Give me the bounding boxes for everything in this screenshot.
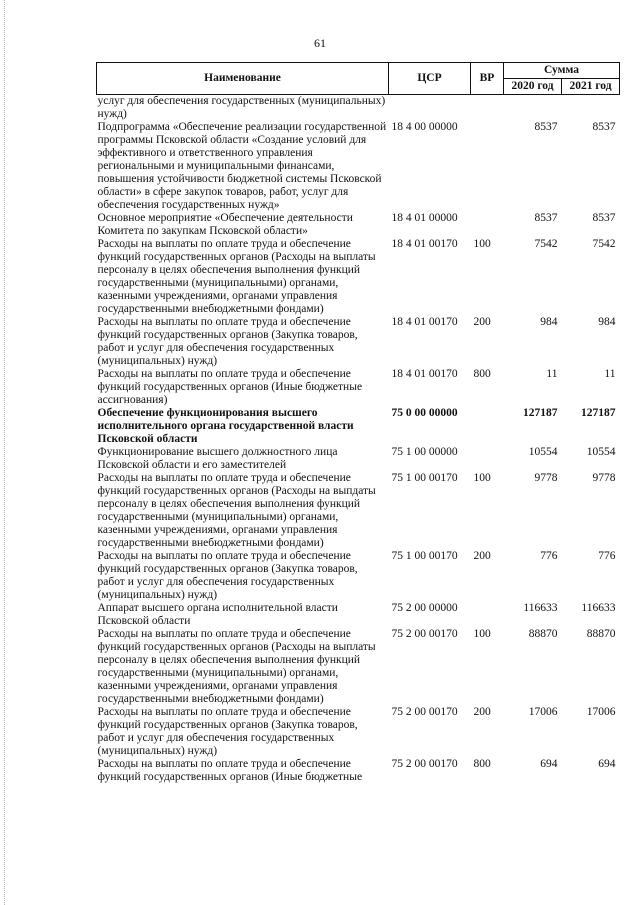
cell-name: Расходы на выплаты по оплате труда и обеспечение функций государственных органов (Закупка товаров, работ и услуг для обеспечения государственных (муниципальных) нужд) bbox=[97, 316, 358, 367]
cell-vr: 200 bbox=[473, 550, 491, 562]
table-row bbox=[97, 121, 620, 212]
cell-amount-2020: 8537 bbox=[534, 121, 558, 133]
cell-amount-2020: 694 bbox=[540, 758, 558, 770]
cell-vr: 100 bbox=[473, 628, 491, 640]
cell-vr: 100 bbox=[473, 238, 491, 250]
column-header-csr: ЦСР bbox=[389, 63, 471, 95]
table-row bbox=[97, 602, 620, 628]
cell-amount-2021: 116633 bbox=[581, 602, 616, 614]
table-header bbox=[97, 63, 620, 95]
cell-amount-2020: 10554 bbox=[528, 446, 558, 458]
cell-csr: 75 1 00 00170 bbox=[391, 472, 458, 484]
table-row bbox=[97, 316, 620, 368]
table-row bbox=[97, 95, 620, 122]
cell-vr: 100 bbox=[473, 472, 491, 484]
cell-vr bbox=[471, 212, 504, 238]
cell-amount-2021: 127187 bbox=[581, 407, 616, 419]
cell-amount-2020: 9778 bbox=[534, 472, 558, 484]
cell-amount-2021: 11 bbox=[604, 368, 616, 380]
cell-amount-2021: 10554 bbox=[586, 446, 616, 458]
cell-csr: 75 0 00 00000 bbox=[391, 407, 458, 419]
cell-amount-2020: 11 bbox=[546, 368, 558, 380]
cell-amount-2020: 116633 bbox=[523, 602, 558, 614]
table-row bbox=[97, 550, 620, 602]
cell-amount-2021 bbox=[562, 95, 620, 122]
cell-amount-2020: 8537 bbox=[534, 212, 558, 224]
table-row bbox=[97, 628, 620, 706]
cell-csr bbox=[389, 95, 471, 122]
cell-amount-2020: 7542 bbox=[534, 238, 558, 250]
cell-amount-2021: 776 bbox=[598, 550, 616, 562]
cell-amount-2020: 984 bbox=[540, 316, 558, 328]
table-row bbox=[97, 212, 620, 238]
table-row bbox=[97, 407, 620, 446]
cell-name: Расходы на выплаты по оплате труда и обеспечение функций государственных органов (Иные бюджетные bbox=[97, 758, 363, 783]
cell-amount-2021: 9778 bbox=[592, 472, 616, 484]
cell-name: Расходы на выплаты по оплате труда и обеспечение функций государственных органов (Закупка товаров, работ и услуг для обеспечения государственных (муниципальных) нужд) bbox=[97, 550, 358, 601]
column-header-vr: ВР bbox=[471, 63, 504, 95]
cell-name: Аппарат высшего органа исполнительной власти Псковской области bbox=[97, 602, 338, 627]
table-row bbox=[97, 446, 620, 472]
cell-vr: 200 bbox=[473, 706, 491, 718]
cell-amount-2021: 8537 bbox=[592, 121, 616, 133]
cell-amount-2020 bbox=[504, 95, 562, 122]
table-row bbox=[97, 758, 620, 784]
cell-vr bbox=[471, 446, 504, 472]
cell-name: Расходы на выплаты по оплате труда и обеспечение функций государственных органов (Расходы на выплаты персоналу в целях обеспечения выполнения функций государственными (муниципальными) органами, казенными учреждениями, органами управления государственными внебюджетными фондами) bbox=[97, 628, 376, 705]
table-row bbox=[97, 238, 620, 316]
cell-csr: 75 2 00 00000 bbox=[391, 602, 458, 614]
cell-csr: 75 1 00 00000 bbox=[391, 446, 458, 458]
budget-table bbox=[96, 62, 620, 784]
table-body bbox=[97, 95, 620, 785]
cell-vr bbox=[471, 95, 504, 122]
table-row bbox=[97, 472, 620, 550]
cell-csr: 75 2 00 00170 bbox=[391, 628, 458, 640]
scan-edge bbox=[4, 0, 6, 905]
cell-name: Расходы на выплаты по оплате труда и обеспечение функций государственных органов (Расходы на выплаты персоналу в целях обеспечения выполнения функций государственными (муниципальными) органами, казенными учреждениями, органами управления государственными внебюджетными фондами) bbox=[97, 238, 376, 315]
column-header-year-2021: 2021 год bbox=[562, 79, 620, 95]
cell-csr: 18 4 01 00170 bbox=[391, 316, 458, 328]
cell-amount-2021: 7542 bbox=[592, 238, 616, 250]
column-header-year-2020: 2020 год bbox=[504, 79, 562, 95]
cell-name: Расходы на выплаты по оплате труда и обеспечение функций государственных органов (Расходы на выпдаты персоналу в целях обеспечения выполнения функций государственными (муниципальными) органами, казенными учреждениями, органами управления государственными внебюджетными фондами) bbox=[97, 472, 376, 549]
cell-csr: 75 2 00 00170 bbox=[391, 758, 458, 770]
table-row bbox=[97, 368, 620, 407]
cell-vr bbox=[471, 407, 504, 446]
cell-name: услуг для обеспечения государственных (муниципальных) нужд) bbox=[97, 95, 386, 120]
cell-amount-2020: 17006 bbox=[528, 706, 558, 718]
cell-name: Расходы на выплаты по оплате труда и обеспечение функций государственных органов (Иные бюджетные ассигнования) bbox=[97, 368, 363, 406]
cell-csr: 75 1 00 00170 bbox=[391, 550, 458, 562]
cell-name: Обеспечение функционирования высшего исполнительного органа государственной власти Псковской области bbox=[97, 407, 354, 445]
cell-amount-2021: 17006 bbox=[586, 706, 616, 718]
cell-name: Подпрограмма «Обеспечение реализации государственной программы Псковской области «Создание условий для эффективного и ответственного управления региональными и муниципальными финансами, повышения устойчивости бюджетной системы Псковской области» в сфере закупок товаров, работ, услуг для обеспечения государственных нужд» bbox=[97, 121, 387, 211]
cell-amount-2021: 8537 bbox=[592, 212, 616, 224]
cell-amount-2021: 694 bbox=[598, 758, 616, 770]
cell-vr: 800 bbox=[473, 758, 491, 770]
cell-name: Основное мероприятие «Обеспечение деятельности Комитета по закупкам Псковской области» bbox=[97, 212, 353, 237]
cell-amount-2020: 776 bbox=[540, 550, 558, 562]
cell-csr: 75 2 00 00170 bbox=[391, 706, 458, 718]
column-header-name: Наименование bbox=[97, 63, 389, 95]
cell-csr: 18 4 01 00170 bbox=[391, 238, 458, 250]
cell-amount-2020: 127187 bbox=[523, 407, 558, 419]
cell-vr: 800 bbox=[473, 368, 491, 380]
cell-name: Расходы на выплаты по оплате труда и обеспечение функций государственных органов (Закупка товаров, работ и услуг для обеспечения государственных (муниципальных) нужд) bbox=[97, 706, 358, 757]
cell-amount-2020: 88870 bbox=[528, 628, 558, 640]
cell-amount-2021: 88870 bbox=[586, 628, 616, 640]
cell-amount-2021: 984 bbox=[598, 316, 616, 328]
column-header-sum: Сумма bbox=[504, 63, 620, 79]
page-number: 61 bbox=[314, 36, 326, 50]
cell-vr bbox=[471, 121, 504, 212]
table-row bbox=[97, 706, 620, 758]
cell-vr: 200 bbox=[473, 316, 491, 328]
cell-csr: 18 4 01 00170 bbox=[391, 368, 458, 380]
cell-vr bbox=[471, 602, 504, 628]
cell-csr: 18 4 01 00000 bbox=[391, 212, 458, 224]
cell-csr: 18 4 00 00000 bbox=[391, 121, 458, 133]
cell-name: Функционирование высшего должностного лица Псковской области и его заместителей bbox=[97, 446, 338, 471]
